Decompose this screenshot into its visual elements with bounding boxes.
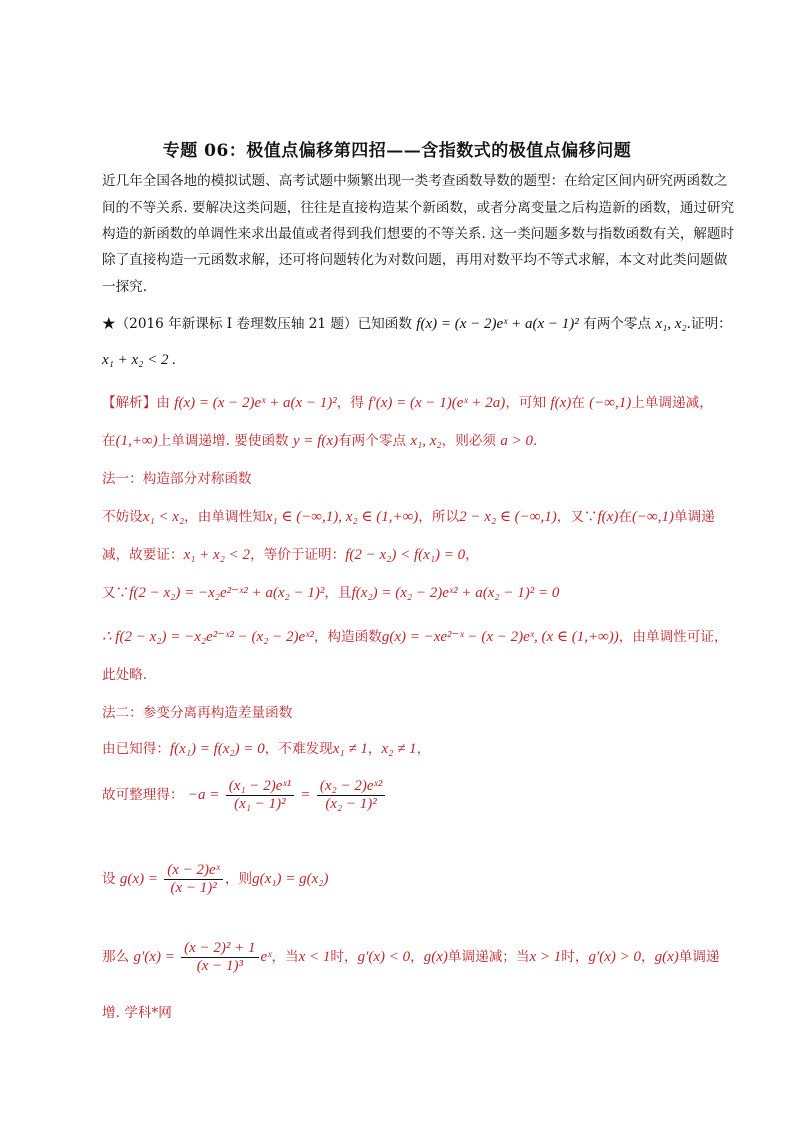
problem-function: f(x) = (x − 2)eˣ + a(x − 1)²	[416, 316, 579, 332]
problem-statement: ★（2016 年新课标 I 卷理数压轴 21 题）已知函数 f(x) = (x − 2)eˣ + a(x − 1)² 有两个零点 x₁, x₂.证明：	[102, 316, 732, 332]
intro-line-4: 除了直接构造一元函数求解，还可将问题转化为对数问题，再用对数平均不等式求解，本文对此类问题做	[102, 252, 728, 268]
method1-line-5: 此处略.	[102, 667, 148, 683]
method2-line-2: 故可整理得： −a = $\frac{\text{(x₁ − 2)eˣ¹}}{\text{(x₁ − 1)²}}$ = $\frac{\text{(x₂ − 2)eˣ²}}{\text{(x₂ − 1)²}}$	[102, 778, 387, 813]
method1-line-3: 又∵f(2 − x₂) = −x₂e²⁻ˣ² + a(x₂ − 1)²，且f(x₂) = (x₂ − 2)eˣ² + a(x₂ − 1)² = 0	[102, 585, 560, 601]
method1-line-4: ∴ f(2 − x₂) = −x₂e²⁻ˣ² − (x₂ − 2)eˣ²，构造函数g(x) = −xe²⁻ˣ − (x − 2)eˣ, (x ∈ (1,+∞))，由单调性可证，	[102, 629, 728, 645]
method1-heading: 法一：构造部分对称函数	[102, 471, 252, 487]
fraction-g: $\frac{\text{(x − 2)eˣ}}{\text{(x − 1)²}}$	[164, 862, 223, 897]
analysis-line-1: 【解析】由 f(x) = (x − 2)eˣ + a(x − 1)²，得 f′(x) = (x − 1)(eˣ + 2a)，可知 f(x)在 (−∞,1)上单调递减，	[102, 395, 713, 411]
fraction-2: $\frac{\text{(x₂ − 2)eˣ²}}{\text{(x₂ − 1)²}}$	[317, 778, 385, 813]
intro-line-2: 间的不等关系. 要解决这类问题，往往是直接构造某个新函数，或者分离变量之后构造新的函数，通过研究	[102, 200, 735, 216]
method2-line-1: 由已知得：f(x₁) = f(x₂) = 0，不难发现x₁ ≠ 1，x₂ ≠ 1，	[102, 741, 431, 757]
analysis-line-2: 在(1,+∞)上单调递增. 要使函数 y = f(x)有两个零点 x₁, x₂，则必须 a > 0.	[102, 433, 538, 449]
fraction-1: $\frac{\text{(x₁ − 2)eˣ¹}}{\text{(x₁ − 1)²}}$	[226, 778, 294, 813]
intro-line-3: 构造的新函数的单调性来求出最值或者得到我们想要的不等关系. 这一类问题多数与指数函数有关，解题时	[102, 226, 735, 242]
intro-line-5: 一探究.	[102, 279, 148, 295]
method2-line-4: 那么 g′(x) = $\frac{\text{(x − 2)² + 1}}{\text{(x − 1)³}}$ eˣ，当x < 1时，g′(x) < 0，g(x)单调递减；当x > 1时，g′(x) > 0，g(x)单调递	[102, 940, 720, 974]
analysis-tag: 【解析】	[102, 395, 157, 411]
method1-line-2: 减，故要证：x₁ + x₂ < 2，等价于证明：f(2 − x₂) < f(x₁) = 0，	[102, 547, 479, 563]
method2-heading: 法二：参变分离再构造差量函数	[102, 705, 293, 721]
method1-line-1: 不妨设x₁ < x₂，由单调性知x₁ ∈ (−∞,1), x₂ ∈ (1,+∞)，所以2 − x₂ ∈ (−∞,1)，又∵f(x)在(−∞,1)单调递	[102, 509, 715, 525]
intro-line-1: 近几年全国各地的模拟试题、高考试题中频繁出现一类考查函数导数的题型：在给定区间内研究两函数之	[102, 173, 728, 189]
method2-line-3: 设 g(x) = $\frac{\text{(x − 2)eˣ}}{\text{(x − 1)²}}$ ，则g(x₁) = g(x₂)	[102, 862, 329, 896]
problem-goal: x₁ + x₂ < 2 .	[102, 352, 176, 368]
fraction-gprime: $\frac{\text{(x − 2)² + 1}}{\text{(x − 1)³}}$	[181, 940, 258, 975]
method2-line-5: 增. 学科*网	[102, 1005, 172, 1021]
page-title: 专题 06：极值点偏移第四招——含指数式的极值点偏移问题	[162, 141, 632, 161]
